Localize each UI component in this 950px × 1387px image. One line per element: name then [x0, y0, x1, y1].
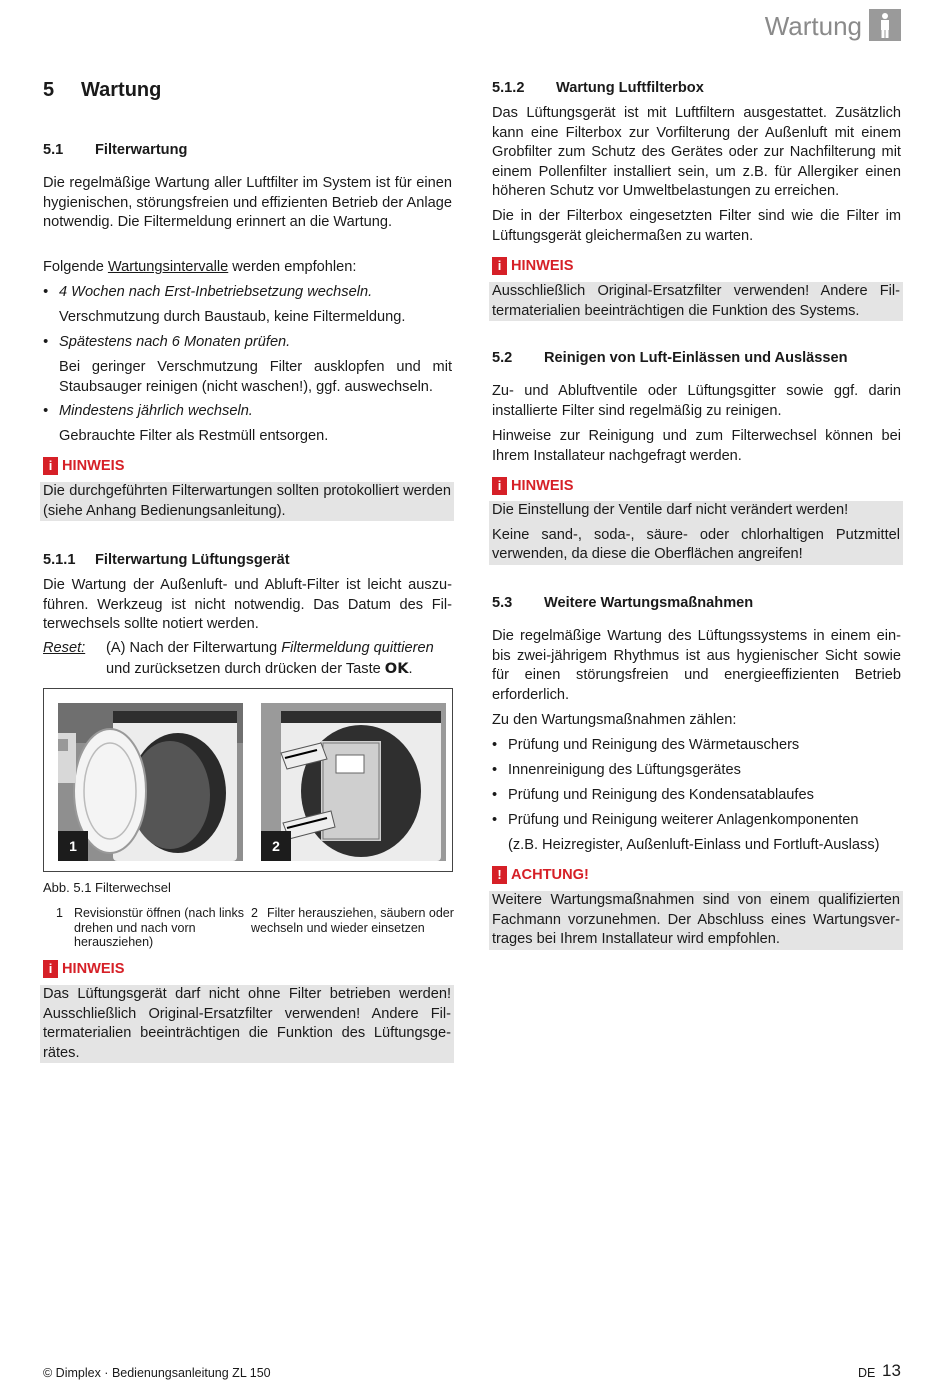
footer-copyright: © Dimplex · Bedienungsanleitung ZL 150 [43, 1366, 271, 1380]
list-item: • Prüfung und Reinigung des Wärmetauschers [492, 736, 901, 756]
paragraph: Zu den Wartungsmaßnahmen zählen: [492, 712, 737, 728]
notice-heading: i HINWEIS [492, 257, 573, 275]
info-icon: i [492, 257, 507, 275]
notice-text: Die Einstellung der Ventile darf nicht verändert werden! Keine sand-, soda-, säure- oder chlorhaltigen Putzmittel verwenden, da diese die Oberflächen angreifen! [489, 501, 903, 565]
list-item-detail: Gebrauchte Filter als Restmüll entsorgen. [59, 428, 329, 444]
list-item: • Spätestens nach 6 Monaten prüfen. [43, 333, 452, 353]
paragraph: Die in der Filterbox eingesetzten Filter sind wie die Filter im Lüftungsgerät gleichermaßen zu warten. [492, 208, 901, 244]
legend-number: 2 [251, 906, 258, 920]
person-icon [869, 9, 901, 41]
figure-caption: Abb. 5.1 Filterwechsel [43, 880, 171, 895]
section-heading-5-3: 5.3 Weitere Wartungsmaßnahmen [492, 595, 754, 611]
legend-number: 1 [56, 906, 63, 920]
list-item: • Mindestens jährlich wechseln. [43, 402, 452, 422]
notice-text: Die durchgeführten Filterwartungen sollten protokolliert werden (siehe Anhang Bedienungsanleitung). [40, 482, 454, 521]
notice-text: Das Lüftungsgerät darf nicht ohne Filter betrieben werden! Ausschließlich Original-Ersatzfilter verwenden! Andere Fil-termaterialien beeinträchtigen die Funktion des Lüftungsge-rätes. [40, 985, 454, 1063]
paragraph: Die Wartung der Außenluft- und Abluft-Filter ist leicht auszu-führen. Werkzeug ist nicht notwendig. Das Datum des Fil-terwechsels sollte notiert werden. [43, 577, 452, 633]
info-icon: i [492, 477, 507, 495]
ok-key: OK [384, 659, 409, 677]
list-item: • Prüfung und Reinigung weiterer Anlagenkomponenten [492, 811, 901, 831]
figure-badge-1: 1 [58, 831, 88, 861]
notice-heading: i HINWEIS [43, 960, 124, 978]
legend-item: Revisionstür öffnen (nach links drehen und nach vorn herausziehen) [74, 906, 244, 950]
paragraph: Die regelmäßige Wartung aller Luftfilter im System ist für einen hygienischen, störungsfreien und effizienten Betrieb der Anlage notwendig. Die Filtermeldung erinnert an die Wartung. [43, 175, 452, 231]
page-number: 13 [882, 1361, 901, 1380]
footer-language: DE [858, 1366, 876, 1380]
section-heading-5-1-2: 5.1.2 Wartung Luftfilterbox [492, 80, 704, 96]
notice-text: Weitere Wartungsmaßnahmen sind von einem qualifizierten Fachmann vorzunehmen. Der Abschluss eines Wartungsver-trages bei Ihrem Installateur wird empfohlen. [489, 891, 903, 950]
list-item-detail: Verschmutzung durch Baustaub, keine Filtermeldung. [59, 309, 406, 325]
section-heading-5-2: 5.2 Reinigen von Luft-Einlässen und Auslässen [492, 350, 848, 366]
warning-icon: ! [492, 866, 507, 884]
notice-heading: i HINWEIS [43, 457, 124, 475]
photo-pull-filter [261, 703, 446, 861]
notice-heading: i HINWEIS [492, 477, 573, 495]
paragraph: Zu- und Abluftventile oder Lüftungsgitter sowie ggf. darin installierte Filter sind regelmäßig zu reinigen. [492, 383, 901, 419]
list-item: • Innenreinigung des Lüftungsgerätes [492, 761, 901, 781]
legend-item: Filter herausziehen, säubern oder wechseln und wieder einsetzen [251, 906, 454, 935]
section-heading-5-1-1: 5.1.1 Filterwartung Lüftungsgerät [43, 552, 290, 568]
info-icon: i [43, 960, 58, 978]
notice-heading: ! ACHTUNG! [492, 866, 589, 884]
figure-badge-2: 2 [261, 831, 291, 861]
reset-instruction: (A) Nach der Filterwartung Filtermeldung quittieren und zurücksetzen durch drücken der Taste OK. [106, 640, 434, 677]
paragraph: Hinweise zur Reinigung und zum Filterwechsel können bei Ihrem Installateur nachgefragt werden. [492, 428, 901, 464]
running-header: Wartung [764, 11, 862, 41]
paragraph: Das Lüftungsgerät ist mit Luftfiltern ausgestattet. Zusätzlich kann eine Filterbox zur Vorfilterung der Außenluft mit einem Grobfilter zum Schutz des Gerätes oder zur Nachfilterung mit einem Pollenfilter installiert sein, um z.B. für Allergiker einen höheren Schutz vor Umweltbelastungen zu erreichen. [492, 105, 901, 200]
paragraph: Folgende Wartungsintervalle werden empfohlen: [43, 259, 357, 275]
paragraph: Die regelmäßige Wartung des Lüftungssystems in einem ein- bis zwei-jährigem Rhythmus ist aus hygienischer Sicht sowie für einen störungsfreien und energieeffizienten Betrieb erforderlich. [492, 628, 901, 703]
section-heading-5-1: 5.1 Filterwartung [43, 142, 188, 158]
info-icon: i [43, 457, 58, 475]
reset-label: Reset: [43, 640, 86, 656]
photo-open-door [58, 703, 243, 861]
list-item-detail: Bei geringer Verschmutzung Filter ausklopfen und mit Staubsauger reinigen (nicht waschen!), ggf. auswechseln. [59, 359, 452, 395]
list-item-detail: (z.B. Heizregister, Außenluft-Einlass und Fortluft-Auslass) [508, 837, 880, 853]
figure-filter-change [43, 688, 453, 872]
list-item: • 4 Wochen nach Erst-Inbetriebsetzung wechseln. [43, 283, 452, 303]
section-heading-5: 5 Wartung [43, 79, 162, 101]
notice-text: Ausschließlich Original-Ersatzfilter verwenden! Andere Fil-termaterialien beeinträchtigen die Funktion des Systems. [489, 282, 903, 321]
link-wartungsintervalle[interactable]: Wartungsintervalle [107, 259, 229, 275]
list-item: • Prüfung und Reinigung des Kondensatablaufes [492, 786, 901, 806]
